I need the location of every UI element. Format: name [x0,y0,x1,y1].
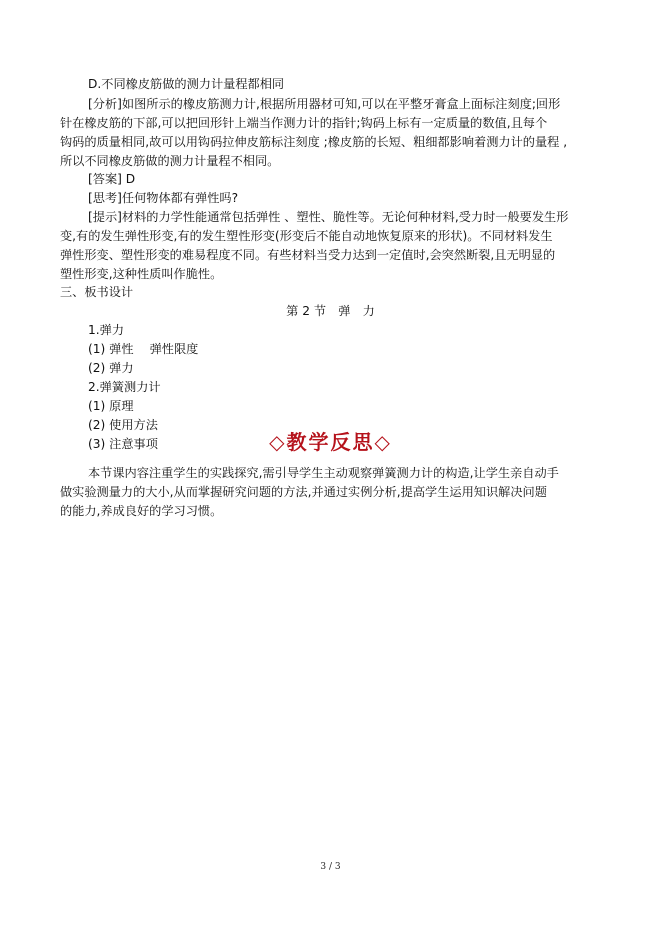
board-item: (1) 原理 [88,399,134,413]
hint-line: [提示]材料的力学性能通常包括弹性 、塑性、脆性等。无论何种材料,受力时一般要发生形 [88,210,569,224]
option-d: D.不同橡皮筋做的测力计量程都相同 [88,77,285,91]
page-number: 3 / 3 [320,862,341,872]
section-title: 三、板书设计 [60,285,134,299]
board-item: (2) 弹力 [88,361,134,375]
analysis-line: [分析]如图所示的橡皮筋测力计,根据所用器材可知,可以在平整牙膏盒上面标注刻度;回形 [88,97,561,111]
answer: [答案] D [88,172,136,186]
reflection-heading: ◇教学反思◇ [269,430,392,454]
board-item: 1.弹力 [88,323,125,337]
analysis-line: 所以不同橡皮筋做的测力计量程不相同。 [60,154,280,168]
board-item: (2) 使用方法 [88,418,158,432]
reflection-line: 做实验测量力的大小,从而掌握研究问题的方法,并通过实例分析,提高学生运用知识解决问题 [60,485,547,499]
board-item: 2.弹簧测力计 [88,380,161,394]
reflection-line: 本节课内容注重学生的实践探究,需引导学生主动观察弹簧测力计的构造,让学生亲自动手 [88,466,559,480]
board-item: (1) 弹性 弹性限度 [88,342,199,356]
analysis-line: 钩码的质量相同,故可以用钩码拉伸皮筋标注刻度 ;橡皮筋的长短、粗细都影响着测力计的量程 , [60,135,568,149]
analysis-line: 针在橡皮筋的下部,可以把回形针上端当作测力计的指针;钩码上标有一定质量的数值,且每个 [60,116,548,130]
hint-line: 塑性形变,这种性质叫作脆性。 [60,267,223,281]
board-item: (3) 注意事项 [88,437,158,451]
thinking-question: [思考]任何物体都有弹性吗? [88,191,239,205]
board-title: 第 2 节 弹 力 [286,304,375,318]
reflection-line: 的能力,养成良好的学习习惯。 [60,504,223,518]
hint-line: 弹性形变、塑性形变的难易程度不同。有些材料当受力达到一定值时,会突然断裂,且无明显的 [60,248,556,262]
hint-line: 变,有的发生弹性形变,有的发生塑性形变(形变后不能自动地恢复原来的形状)。不同材料发生 [60,229,553,243]
